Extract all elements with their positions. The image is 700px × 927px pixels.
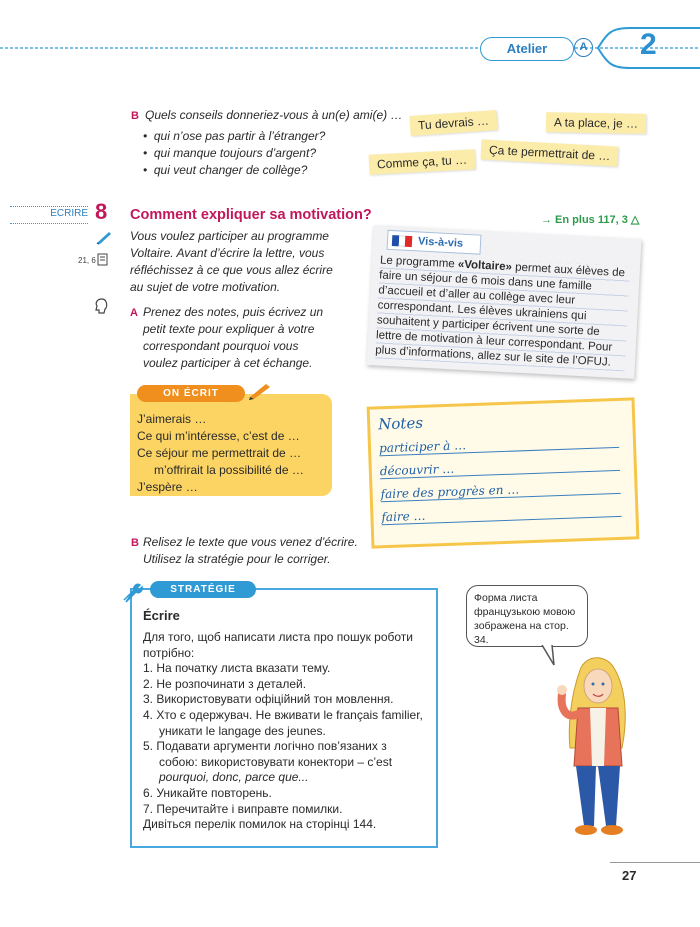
atelier-label: Atelier	[506, 41, 548, 56]
triangle-icon: △	[630, 214, 640, 226]
sticky-note: Comme ça, tu …	[369, 149, 476, 175]
b-bottom-instructions: Relisez le texte que vous venez d’écrire. Utilisez la stratégie pour le corriger.	[143, 535, 358, 566]
header-decoration	[0, 0, 700, 80]
french-flag-icon	[392, 235, 413, 247]
unit-number: 2	[640, 28, 657, 61]
atelier-letter-badge: A	[574, 38, 593, 57]
wrench-icon	[120, 582, 144, 604]
b-question: Quels conseils donneriez-vous à un(e) ami(e) …	[145, 108, 403, 122]
girl-illustration	[540, 648, 670, 840]
ecrire-label: ECRIRE	[50, 208, 88, 219]
thinking-head-icon	[93, 297, 109, 315]
list-item: • qui manque toujours d’argent?	[143, 146, 316, 160]
exercise-title: Comment expliquer sa motivation?	[130, 207, 372, 223]
en-plus-link[interactable]: → En plus 117, 3 △	[541, 214, 640, 226]
b-marker-bottom: B	[131, 537, 139, 549]
a-marker: A	[130, 307, 138, 319]
exercise-intro: Vous voulez participer au programme Voltaire. Avant d’écrire la lettre, vous réfléchissez à ce que vous allez écrire au sujet de votre motivation.	[130, 229, 333, 294]
workbook-ref: 21, 6	[78, 256, 96, 265]
page-number: 27	[622, 868, 637, 883]
ecrire-dots-bottom	[10, 223, 88, 224]
visavis-label: Vis-à-vis	[417, 235, 464, 250]
sticky-note: A ta place, je …	[546, 112, 646, 134]
a-instructions: Prenez des notes, puis écrivez un petit texte pour expliquer à votre correspondant pourquoi vous voulez participer à cet échange.	[143, 305, 324, 370]
b-bullets	[143, 128, 325, 179]
pen-icon	[95, 229, 113, 245]
visavis-tag	[387, 230, 482, 255]
list-item: • qui n’ose pas partir à l’étranger?	[143, 129, 326, 143]
notes-line: faire …	[381, 502, 621, 525]
atelier-tab	[480, 37, 574, 61]
visavis-card	[367, 225, 642, 379]
strategie-tag: STRATÉGIE	[150, 581, 256, 598]
pencil-icon	[248, 380, 274, 400]
page-number-rule	[610, 862, 700, 863]
ecrire-dots-top	[10, 206, 88, 207]
speech-bubble: Форма листа французькою мовою зображена на стор. 34.	[466, 585, 588, 647]
workbook-icon	[97, 253, 109, 266]
sticky-note: Ça te permettrait de …	[481, 139, 619, 166]
strategie-text: Для того, щоб написати листа про пошук роботи потрібно: 1. На початку листа вказати тему. 2. Не розпочинати з деталей. 3. Використовувати офіційний тон мовлення. 4. Хто є одержувач. Не вживати le français familier, уникати le langage des jeunes. 5. Подавати аргументи логічно пов’язаних з собою: використовувати конектори – c’est pourquoi, donc, parce que... 6. Уникайте повторень. 7. Перечитайте і виправте помилки. Дивіться перелік помилок на сторінці 144.	[143, 630, 423, 832]
notes-card	[367, 397, 640, 548]
visavis-text: Le programme «Voltaire» permet aux élèves de faire un séjour de 6 mois dans une famille d’accueil et d’aller au collège avec leur correspondant. Les élèves ukrainiens qui souhaitent y participer écrivent une sorte de lettre de motivation à leur correspondant. Pour plus d’informations, allez sur le site de l’OFUJ.	[375, 253, 630, 371]
notes-line: faire des progrès en …	[380, 479, 620, 502]
exercise-number: 8	[95, 199, 108, 224]
on-ecrit-lines: J’aimerais … Ce qui m’intéresse, c’est de … Ce séjour me permettrait de … m’offrirait la possibilité de … J’espère …	[137, 412, 304, 494]
notes-title: Notes	[377, 413, 424, 434]
notes-line: découvrir …	[380, 456, 620, 479]
list-item: • qui veut changer de collège?	[143, 163, 308, 177]
notes-line: participer à …	[379, 433, 619, 456]
b-marker-top: B	[131, 110, 139, 122]
strategie-heading: Écrire	[143, 608, 180, 623]
on-ecrit-tag: ON ÉCRIT	[137, 385, 245, 402]
sticky-note: Tu devrais …	[409, 110, 497, 136]
